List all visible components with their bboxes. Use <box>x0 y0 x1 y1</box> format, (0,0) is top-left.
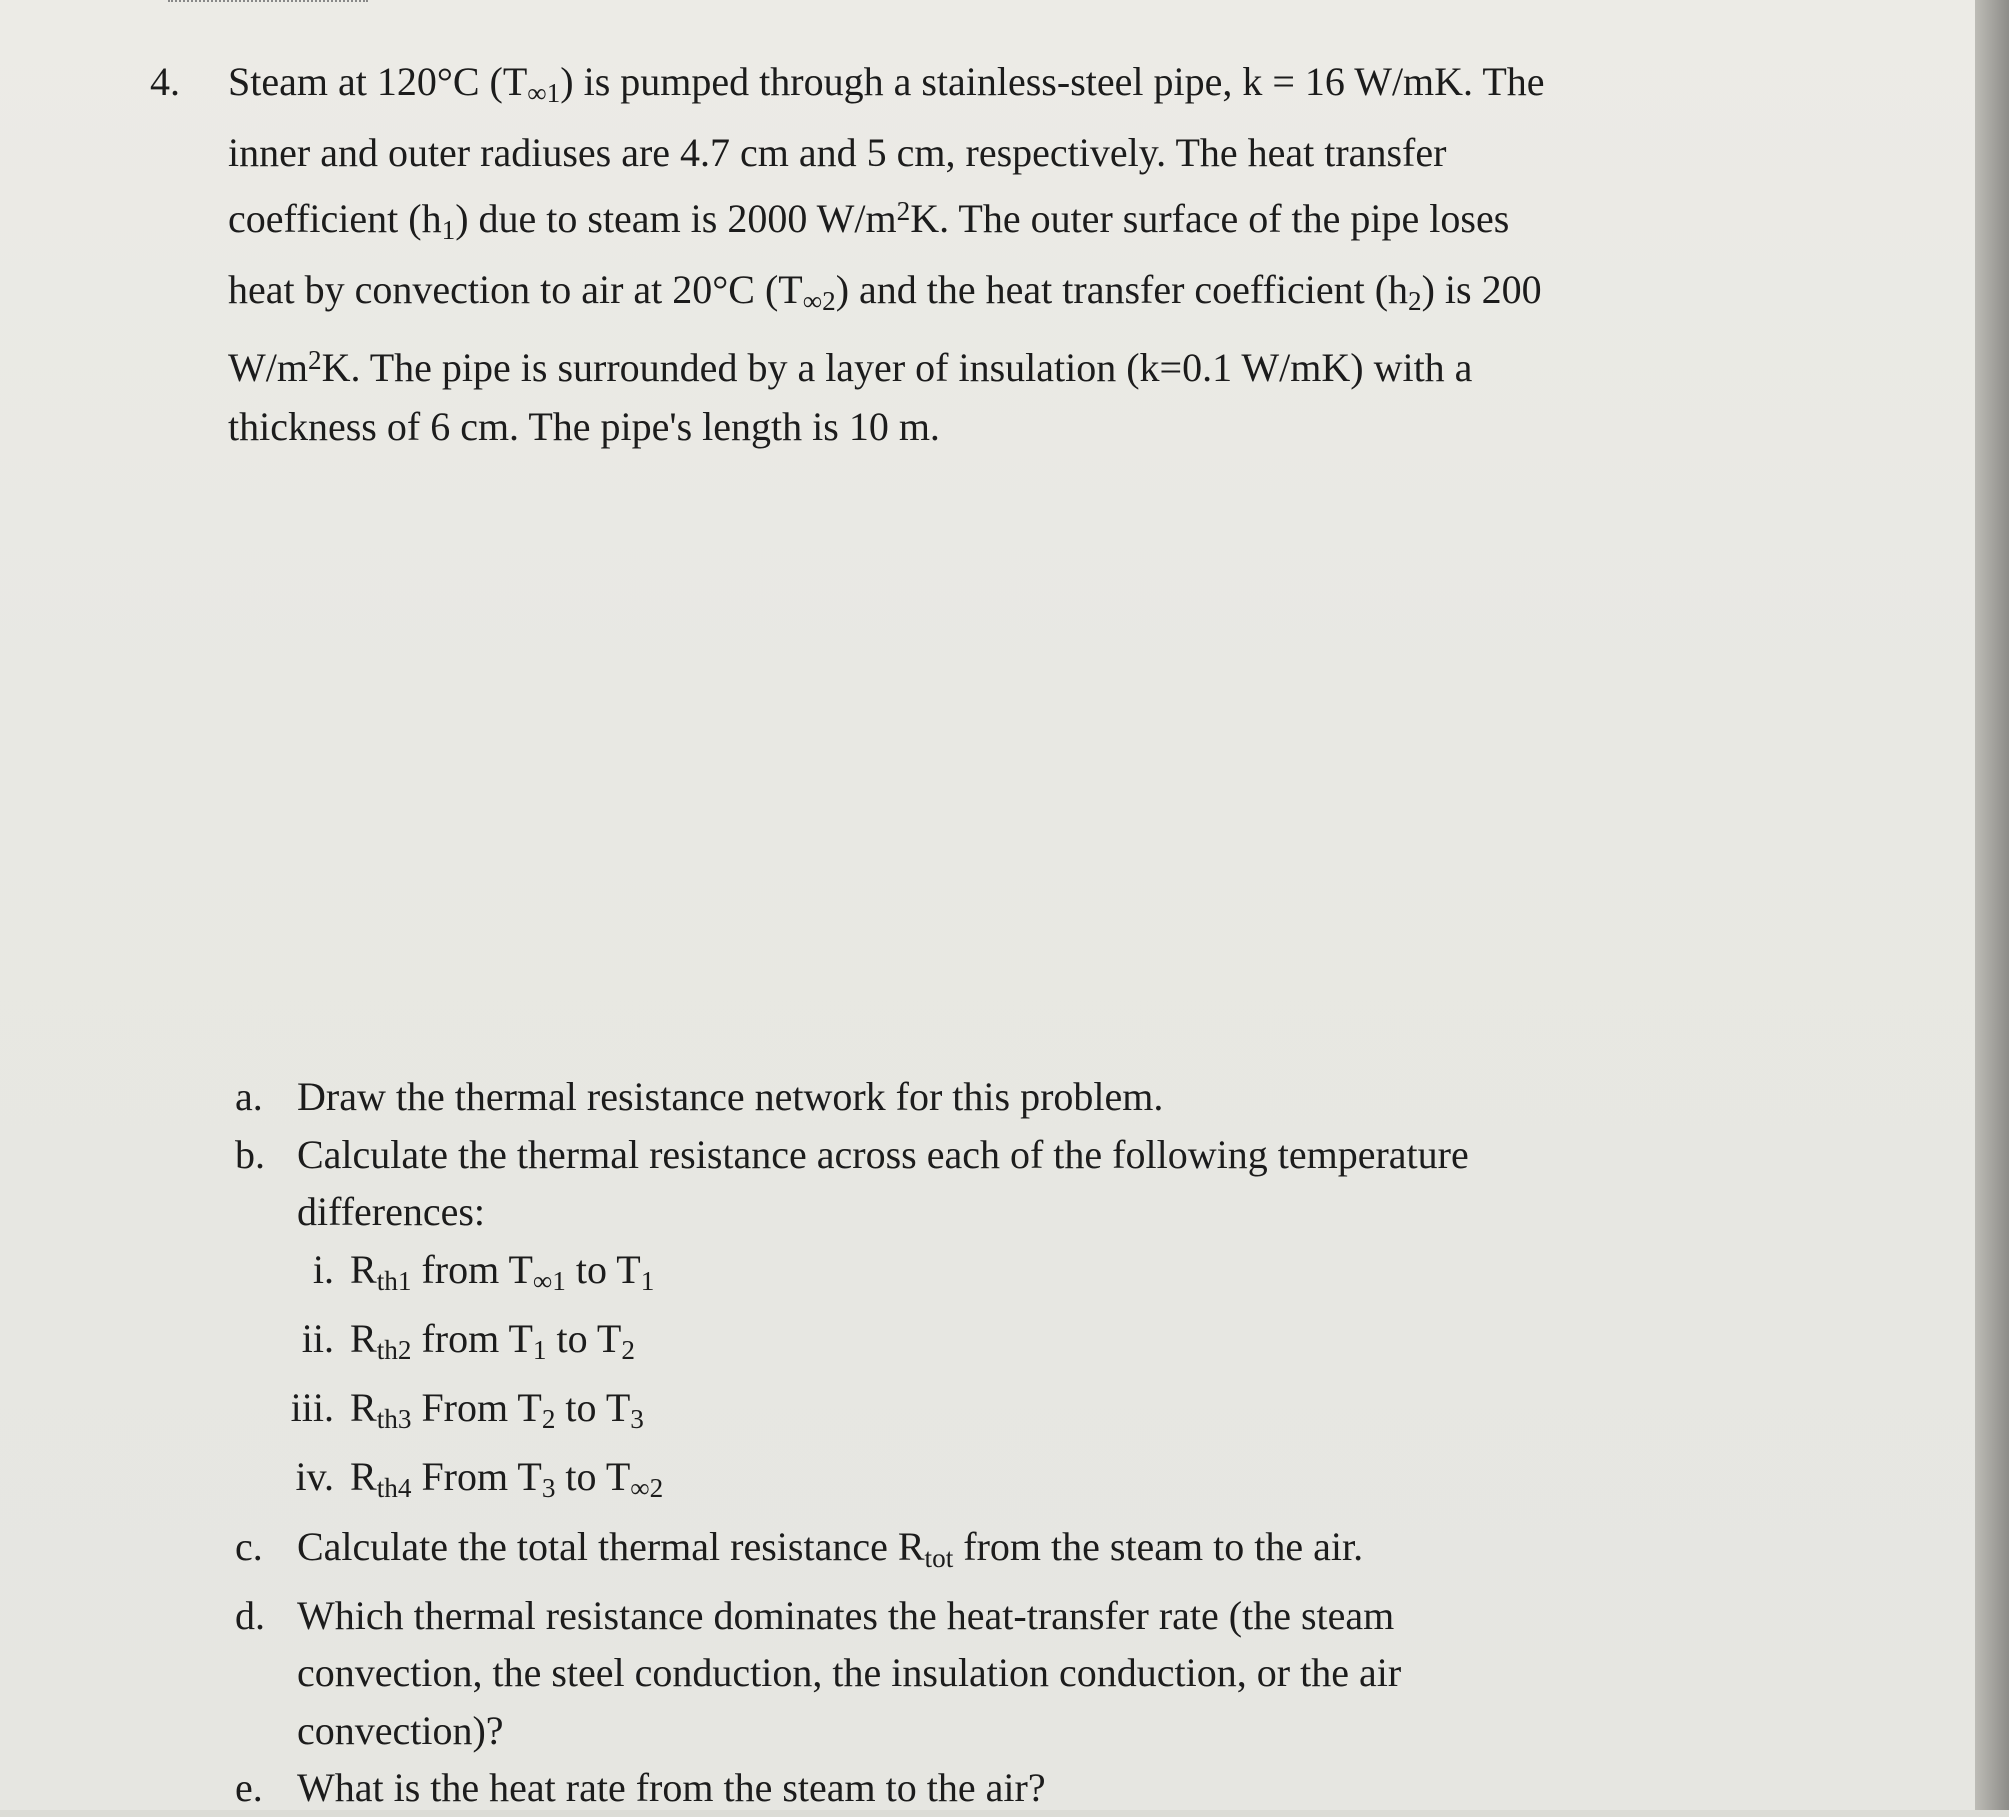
problem-line-4: heat by convection to air at 20°C $(T_{\infty 2})$ and the heat transfer coefficient $(h_2)$ is 200 <box>228 266 1542 316</box>
question-a <box>235 1068 1735 1126</box>
question-a-text: Draw the thermal resistance network for this problem. <box>297 1074 1164 1119</box>
question-e-text: What is the heat rate from the steam to the air? <box>297 1765 1046 1811</box>
problem-line-2: inner and outer radiuses are 4.7 cm and 5 cm, respectively. The heat transfer <box>228 129 1447 175</box>
question-list <box>235 1068 1735 1817</box>
problem-line-6: thickness of 6 cm. The pipe's length is 10 m. <box>228 403 940 449</box>
question-c-label: c. <box>235 1523 263 1569</box>
question-b <box>235 1126 1735 1184</box>
question-d-label: d. <box>235 1592 265 1638</box>
subquestion-i: i. $R_{th1}$ from $T_{\infty 1}$ to $T_1$ <box>312 1246 655 1296</box>
question-b-continued: differences: <box>297 1189 486 1234</box>
question-d: d. Which thermal resistance dominates the heat-transfer rate (the steam <box>235 1587 1735 1645</box>
question-b-label: b. <box>235 1131 265 1177</box>
subquestion-iii: iii. $R_{th3}$ From $T_2$ to $T_3$ <box>290 1385 644 1434</box>
problem-text <box>228 52 1728 456</box>
cropped-header-fragment <box>168 0 368 6</box>
problem-line-3: coefficient $(h_1)$ due to steam is 2000 $W/m^2K$. The outer surface of the pipe loses <box>228 195 1510 245</box>
question-a-label: a. <box>235 1074 263 1119</box>
question-b-text: Calculate the thermal resistance across each of the following temperature <box>297 1131 1469 1177</box>
problem-line-1: Steam at 120°C $(T_{\infty 1})$ is pumped through a stainless-steel pipe, k = 16 W/mK. The <box>228 59 1545 108</box>
problem-line-5: $W/m^2K$. The pipe is surrounded by a layer of insulation (k=0.1 W/mK) with a <box>228 344 1473 390</box>
question-e-label: e. <box>235 1765 263 1811</box>
subquestion-ii: ii. $R_{th2}$ from $T_1$ to $T_2$ <box>301 1315 635 1365</box>
question-d-continued-1: convection, the steel conduction, the insulation conduction, or the air <box>297 1650 1402 1696</box>
question-d-continued-2: convection)? <box>297 1707 504 1753</box>
question-c: c. Calculate the total thermal resistance $R_{tot}$ from the steam to the air. <box>235 1518 1735 1587</box>
subquestion-iv: iv. $R_{th4}$ From $T_3$ to $T_{\infty 2}$ <box>295 1454 664 1504</box>
problem-number: 4. <box>150 59 180 104</box>
page-edge-shadow <box>1975 0 2009 1810</box>
question-e <box>235 1759 1735 1817</box>
